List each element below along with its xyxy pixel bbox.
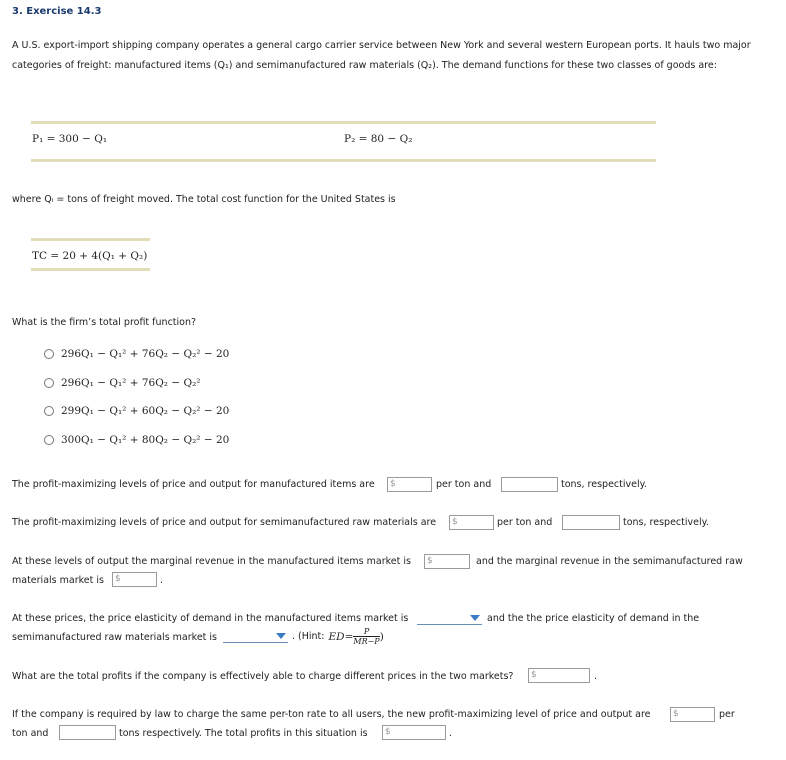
cost-box-top-border	[31, 238, 150, 241]
demand-box-bottom-border	[31, 159, 656, 162]
option-4[interactable]	[44, 434, 229, 446]
cost-equation: TC = 20 + 4(Q₁ + Q₂)	[32, 250, 148, 262]
q6-line2-text: ton and	[12, 728, 49, 739]
q5-end-text: .	[594, 671, 598, 682]
option-2[interactable]	[44, 377, 201, 389]
q6-end1-text: per	[719, 709, 735, 720]
q4-hint-denominator: MR−P	[353, 637, 380, 646]
q4-hint-numerator: P	[353, 627, 379, 637]
q2-price-input[interactable]: $	[449, 515, 494, 530]
q3-line2-text: materials market is	[12, 575, 104, 586]
demand-box-top-border	[31, 121, 656, 124]
q4-line2-text: semimanufactured raw materials market is	[12, 632, 217, 643]
q6-total-profit-input[interactable]: $	[382, 725, 446, 740]
option-3[interactable]	[44, 405, 229, 417]
q1-mid-text: per ton and	[436, 479, 492, 490]
profit-question: What is the firm’s total profit function?	[12, 317, 197, 328]
q1-end-text: tons, respectively.	[561, 479, 647, 490]
option-1[interactable]	[44, 348, 229, 360]
q4-hint-fraction	[353, 627, 379, 646]
q1-price-input[interactable]: $	[387, 477, 432, 492]
option-4-radio[interactable]	[44, 435, 54, 445]
q2-end-text: tons, respectively.	[623, 517, 709, 528]
intro-paragraph: A U.S. export-import shipping company operates a general cargo carrier service between New York and several western European ports. It hauls two major categories of freight: manufactured items (Q₁) and semimanufactured raw materials (Q₂). The demand functions for these two classes of goods are:	[12, 40, 751, 71]
q4-elasticity-raw-dropdown[interactable]	[223, 629, 288, 643]
option-3-label: 299Q₁ − Q₁² + 60Q₂ − Q₂² − 20	[61, 405, 230, 417]
option-2-radio[interactable]	[44, 378, 54, 388]
q4-hint: . (Hint: E D = $\frac{P}{MR-P}$ )	[292, 627, 384, 646]
q6-price-input[interactable]: $	[670, 707, 715, 722]
option-2-label: 296Q₁ − Q₁² + 76Q₂ − Q₂²	[61, 377, 201, 389]
chevron-down-icon	[276, 633, 286, 639]
option-3-radio[interactable]	[44, 406, 54, 416]
q6-end-text: .	[449, 728, 453, 739]
q3-end-text: .	[160, 575, 164, 586]
q4-mid-text: and the the price elasticity of demand in the	[487, 613, 700, 624]
demand-equation-1: P₁ = 300 − Q₁	[32, 133, 108, 145]
q1-output-input[interactable]	[501, 477, 558, 492]
q4-hint-label: . (Hint:	[292, 631, 325, 642]
exercise-title: 3. Exercise 14.3	[12, 6, 102, 17]
q4-text: At these prices, the price elasticity of demand in the manufactured items market is	[12, 613, 409, 624]
option-1-label: 296Q₁ − Q₁² + 76Q₂ − Q₂² − 20	[61, 348, 230, 360]
q6-mid-text: tons respectively. The total profits in this situation is	[119, 728, 368, 739]
q3-mid-text: and the marginal revenue in the semimanufactured raw	[476, 556, 743, 567]
q1-text: The profit-maximizing levels of price and output for manufactured items are	[12, 479, 375, 490]
demand-equation-2: P₂ = 80 − Q₂	[344, 133, 413, 145]
q4-hint-close: )	[379, 630, 384, 643]
option-1-radio[interactable]	[44, 349, 54, 359]
cost-box-bottom-border	[31, 268, 150, 271]
q5-text: What are the total profits if the company is effectively able to charge different prices in the two markets?	[12, 671, 514, 682]
q2-text: The profit-maximizing levels of price and output for semimanufactured raw materials are	[12, 517, 437, 528]
q3-mr-manufactured-input[interactable]: $	[424, 554, 470, 569]
q6-text: If the company is required by law to charge the same per-ton rate to all users, the new profit-maximizing level of price and output are	[12, 709, 651, 720]
option-4-label: 300Q₁ − Q₁² + 80Q₂ − Q₂² − 20	[61, 434, 230, 446]
q4-hint-ed: E	[328, 630, 337, 643]
q6-output-input[interactable]	[59, 725, 116, 740]
q2-output-input[interactable]	[562, 515, 620, 530]
q2-mid-text: per ton and	[497, 517, 553, 528]
q3-text: At these levels of output the marginal revenue in the manufactured items market is	[12, 556, 411, 567]
q5-total-profit-input[interactable]: $	[528, 668, 590, 683]
q4-hint-equals: =	[344, 630, 354, 643]
q4-elasticity-manufactured-dropdown[interactable]	[417, 611, 482, 625]
chevron-down-icon	[470, 615, 480, 621]
where-text: where Qᵢ = tons of freight moved. The total cost function for the United States is	[12, 194, 396, 205]
q3-mr-raw-input[interactable]: $	[112, 572, 157, 587]
